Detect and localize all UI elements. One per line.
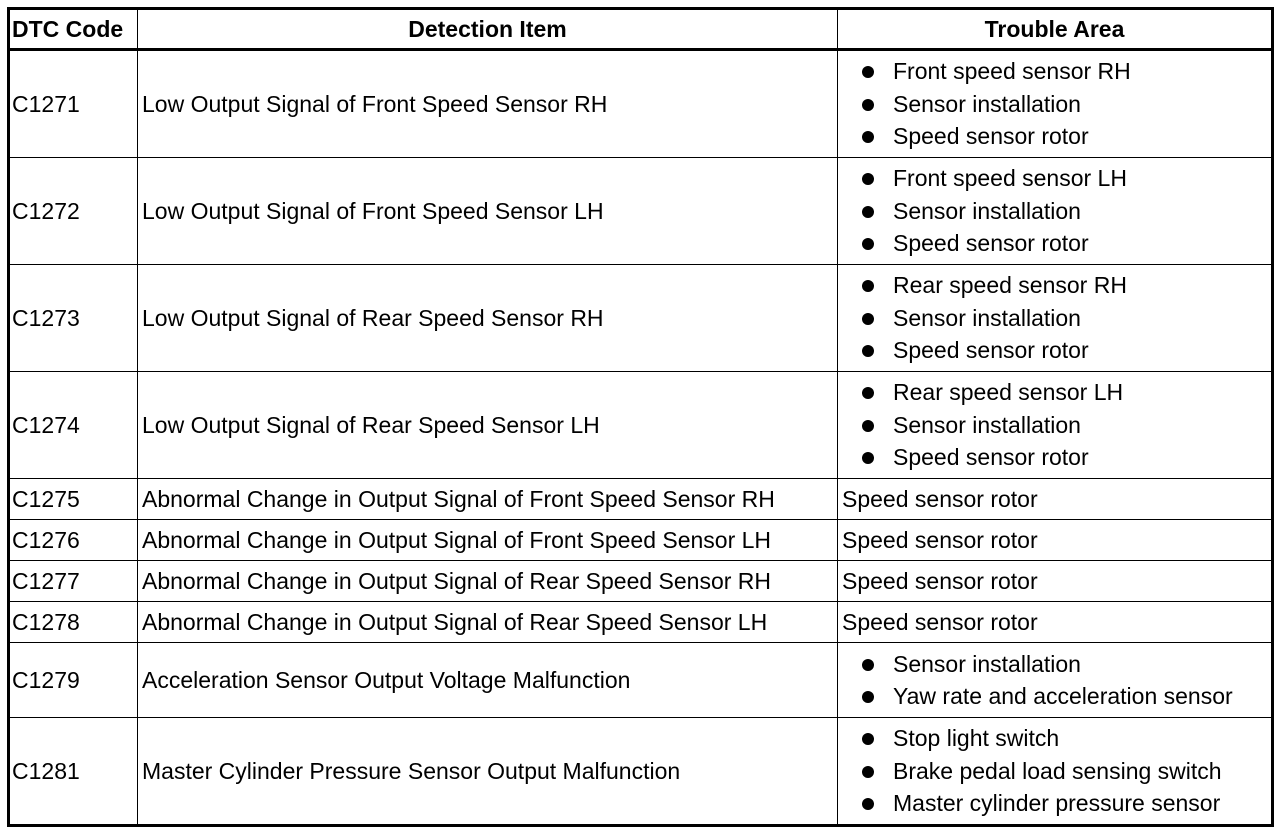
- dtc-code-cell: C1277: [9, 561, 138, 602]
- trouble-area-item: [862, 680, 1267, 713]
- detection-item-cell: Abnormal Change in Output Signal of Front Speed Sensor LH: [138, 520, 838, 561]
- bullet-icon: [862, 691, 874, 703]
- table-row: [9, 643, 1273, 718]
- trouble-area-item: [862, 162, 1267, 195]
- trouble-area-text: Speed sensor rotor: [842, 526, 1038, 553]
- table-row: [9, 520, 1273, 561]
- detection-item-cell: Acceleration Sensor Output Voltage Malfunction: [138, 643, 838, 718]
- trouble-area-cell: [838, 520, 1273, 561]
- table-row: [9, 158, 1273, 265]
- trouble-area-item: [862, 227, 1267, 260]
- trouble-area-cell: [838, 265, 1273, 372]
- detection-item-cell: Master Cylinder Pressure Sensor Output Malfunction: [138, 718, 838, 826]
- bullet-icon: [862, 313, 874, 325]
- bullet-icon: [862, 206, 874, 218]
- table-row: [9, 50, 1273, 158]
- header-dtc-code: DTC Code: [9, 9, 138, 50]
- trouble-area-text: Speed sensor rotor: [842, 608, 1038, 635]
- trouble-area-text: Rear speed sensor LH: [893, 379, 1124, 406]
- bullet-icon: [862, 131, 874, 143]
- header-row: [9, 9, 1273, 50]
- trouble-area-text: Brake pedal load sensing switch: [893, 757, 1222, 784]
- trouble-area-item: [862, 787, 1267, 820]
- bullet-icon: [862, 173, 874, 185]
- trouble-area-text: Sensor installation: [893, 411, 1081, 438]
- bullet-icon: [862, 66, 874, 78]
- header-detection-item: Detection Item: [138, 9, 838, 50]
- trouble-area-cell: [838, 479, 1273, 520]
- table-row: [9, 718, 1273, 826]
- trouble-area-cell: [838, 158, 1273, 265]
- table-row: [9, 372, 1273, 479]
- bullet-icon: [862, 238, 874, 250]
- trouble-area-cell: [838, 602, 1273, 643]
- trouble-area-item: [862, 88, 1267, 121]
- dtc-code-cell: C1271: [9, 50, 138, 158]
- trouble-area-item: [862, 441, 1267, 474]
- bullet-icon: [862, 452, 874, 464]
- trouble-area-list: [842, 722, 1267, 820]
- dtc-code-cell: C1273: [9, 265, 138, 372]
- table-row: [9, 265, 1273, 372]
- trouble-area-text: Front speed sensor RH: [893, 58, 1131, 85]
- detection-item-cell: Abnormal Change in Output Signal of Rear Speed Sensor LH: [138, 602, 838, 643]
- dtc-table: [7, 7, 1274, 827]
- trouble-area-list: [842, 162, 1267, 260]
- dtc-code-cell: C1274: [9, 372, 138, 479]
- table-body: [9, 50, 1273, 826]
- detection-item-cell: Low Output Signal of Rear Speed Sensor LH: [138, 372, 838, 479]
- dtc-code-cell: C1272: [9, 158, 138, 265]
- trouble-area-item: [862, 195, 1267, 228]
- trouble-area-cell: [838, 561, 1273, 602]
- bullet-icon: [862, 345, 874, 357]
- detection-item-cell: Abnormal Change in Output Signal of Front Speed Sensor RH: [138, 479, 838, 520]
- table-row: [9, 561, 1273, 602]
- trouble-area-item: [862, 755, 1267, 788]
- trouble-area-text: Speed sensor rotor: [842, 485, 1038, 512]
- trouble-area-text: Sensor installation: [893, 197, 1081, 224]
- trouble-area-item: [862, 302, 1267, 335]
- trouble-area-list: [842, 648, 1267, 713]
- trouble-area-cell: [838, 372, 1273, 479]
- trouble-area-text: Speed sensor rotor: [842, 567, 1038, 594]
- bullet-icon: [862, 387, 874, 399]
- bullet-icon: [862, 99, 874, 111]
- detection-item-cell: Low Output Signal of Rear Speed Sensor RH: [138, 265, 838, 372]
- trouble-area-list: [842, 55, 1267, 153]
- trouble-area-list: [842, 269, 1267, 367]
- bullet-icon: [862, 280, 874, 292]
- trouble-area-text: Speed sensor rotor: [893, 444, 1089, 471]
- bullet-icon: [862, 766, 874, 778]
- trouble-area-cell: [838, 718, 1273, 826]
- trouble-area-text: Speed sensor rotor: [893, 230, 1089, 257]
- trouble-area-text: Front speed sensor LH: [893, 165, 1127, 192]
- bullet-icon: [862, 420, 874, 432]
- trouble-area-text: Sensor installation: [893, 90, 1081, 117]
- bullet-icon: [862, 733, 874, 745]
- table-row: [9, 479, 1273, 520]
- trouble-area-text: Sensor installation: [893, 304, 1081, 331]
- trouble-area-item: [862, 376, 1267, 409]
- trouble-area-item: [862, 722, 1267, 755]
- trouble-area-item: [862, 648, 1267, 681]
- bullet-icon: [862, 798, 874, 810]
- dtc-code-cell: C1276: [9, 520, 138, 561]
- trouble-area-item: [862, 334, 1267, 367]
- trouble-area-text: Stop light switch: [893, 725, 1060, 752]
- trouble-area-cell: [838, 50, 1273, 158]
- header-trouble-area: Trouble Area: [838, 9, 1273, 50]
- table-header: [9, 9, 1273, 50]
- trouble-area-cell: [838, 643, 1273, 718]
- trouble-area-text: Speed sensor rotor: [893, 337, 1089, 364]
- table-row: [9, 602, 1273, 643]
- trouble-area-text: Master cylinder pressure sensor: [893, 790, 1221, 817]
- dtc-code-cell: C1275: [9, 479, 138, 520]
- detection-item-cell: Abnormal Change in Output Signal of Rear Speed Sensor RH: [138, 561, 838, 602]
- trouble-area-item: [862, 120, 1267, 153]
- trouble-area-text: Speed sensor rotor: [893, 123, 1089, 150]
- trouble-area-item: [862, 269, 1267, 302]
- detection-item-cell: Low Output Signal of Front Speed Sensor RH: [138, 50, 838, 158]
- trouble-area-text: Sensor installation: [893, 650, 1081, 677]
- dtc-code-cell: C1279: [9, 643, 138, 718]
- trouble-area-item: [862, 409, 1267, 442]
- dtc-code-cell: C1281: [9, 718, 138, 826]
- trouble-area-text: Yaw rate and acceleration sensor: [893, 683, 1233, 709]
- trouble-area-list: [842, 376, 1267, 474]
- trouble-area-item: [862, 55, 1267, 88]
- dtc-code-cell: C1278: [9, 602, 138, 643]
- bullet-icon: [862, 659, 874, 671]
- trouble-area-text: Rear speed sensor RH: [893, 272, 1127, 299]
- detection-item-cell: Low Output Signal of Front Speed Sensor LH: [138, 158, 838, 265]
